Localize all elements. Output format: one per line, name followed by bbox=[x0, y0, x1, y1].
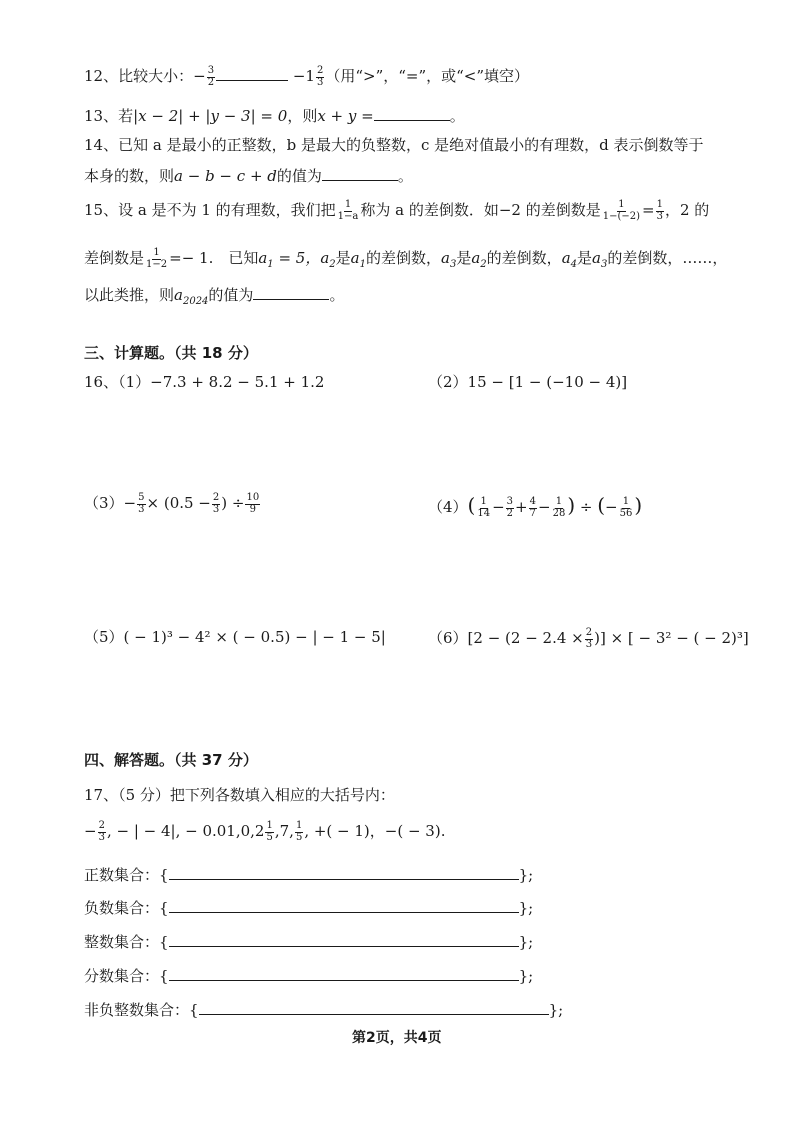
question-12: 12、比较大小：− $\frac{3}{2}$ −1 $\frac{2}{3}$ （用“>”，“=”，或“<”填空） bbox=[84, 65, 530, 88]
question-15-line1: 15、设 a 是不为 1 的有理数，我们把 $\frac{1}{1-a}$ 称为 a 的差倒数．如−2 的差倒数是 $\frac{1}{1-(-2)}$ = $\frac{1}{3}$ ，2 的 bbox=[84, 199, 710, 222]
question-17-numbers: − $\frac{2}{3}$ , − | − 4|, − 0.01,0,2 $\frac{1}{5}$ ,7, $\frac{1}{5}$ , +( − 1)，−( − 3). bbox=[84, 820, 446, 843]
q16-part6: （6）[2 − (2 − 2.4 × $\frac{2}{3}$ )] × [ − 3² − ( − 2)³] bbox=[428, 627, 749, 650]
question-17: 17、（5 分）把下列各数填入相应的大括号内： bbox=[84, 786, 395, 804]
q16-part1: 16、（1）−7.3 + 8.2 − 5.1 + 1.2 bbox=[84, 373, 325, 391]
set-nonnegative-integer-blank[interactable] bbox=[199, 1001, 549, 1015]
section-3-title: 三、计算题。（共 18 分） bbox=[84, 344, 258, 362]
answer-blank-15[interactable] bbox=[253, 285, 329, 300]
set-integer: 整数集合：{ }; bbox=[84, 933, 534, 951]
question-14-line2: 本身的数，则a − b − c + d的值为 。 bbox=[84, 167, 413, 185]
question-14-line1: 14、已知 a 是最小的正整数，b 是最大的负整数，c 是绝对值最小的有理数，d 表示倒数等于 bbox=[84, 136, 704, 154]
q16-part3: （3）− $\frac{5}{3}$ × (0.5 − $\frac{2}{3}$ ) ÷ $\frac{10}{9}$ bbox=[84, 492, 260, 515]
question-13: 13、若|x − 2| + |y − 3| = 0，则x + y = 。 bbox=[84, 107, 465, 125]
set-integer-blank[interactable] bbox=[169, 933, 519, 947]
set-negative-blank[interactable] bbox=[169, 899, 519, 913]
q16-part4: （4）( $\frac{1}{14}$ − $\frac{3}{2}$ + $\frac{4}{7}$ − $\frac{1}{28}$ ) ÷ (− $\frac{1}{56}$ ) bbox=[428, 493, 643, 519]
question-15-line2: 差倒数是 $\frac{1}{1-2}$ =− 1. 已知$a_1 = 5$，$a_2$是$a_1$的差倒数，$a_3$是$a_2$的差倒数，$a_4$是$a_3$的差倒数，……， bbox=[84, 247, 728, 270]
question-15-line3: 以此类推，则$a_{2024}$的值为 。 bbox=[84, 286, 345, 307]
set-fraction: 分数集合：{ }; bbox=[84, 967, 534, 985]
answer-blank-14[interactable] bbox=[322, 166, 398, 181]
set-positive: 正数集合：{ }; bbox=[84, 866, 534, 884]
q16-part5: （5）( − 1)³ − 4² × ( − 0.5) − | − 1 − 5| bbox=[84, 628, 386, 646]
set-positive-blank[interactable] bbox=[169, 866, 519, 880]
set-nonnegative-integer: 非负整数集合：{ }; bbox=[84, 1001, 564, 1019]
answer-blank-12[interactable] bbox=[216, 66, 288, 81]
section-4-title: 四、解答题。（共 37 分） bbox=[84, 751, 258, 769]
set-negative: 负数集合：{ }; bbox=[84, 899, 534, 917]
page-footer: 第2页，共4页 bbox=[352, 1030, 442, 1046]
set-fraction-blank[interactable] bbox=[169, 967, 519, 981]
answer-blank-13[interactable] bbox=[374, 106, 450, 121]
q16-part2: （2）15 − [1 − (−10 − 4)] bbox=[428, 373, 628, 391]
